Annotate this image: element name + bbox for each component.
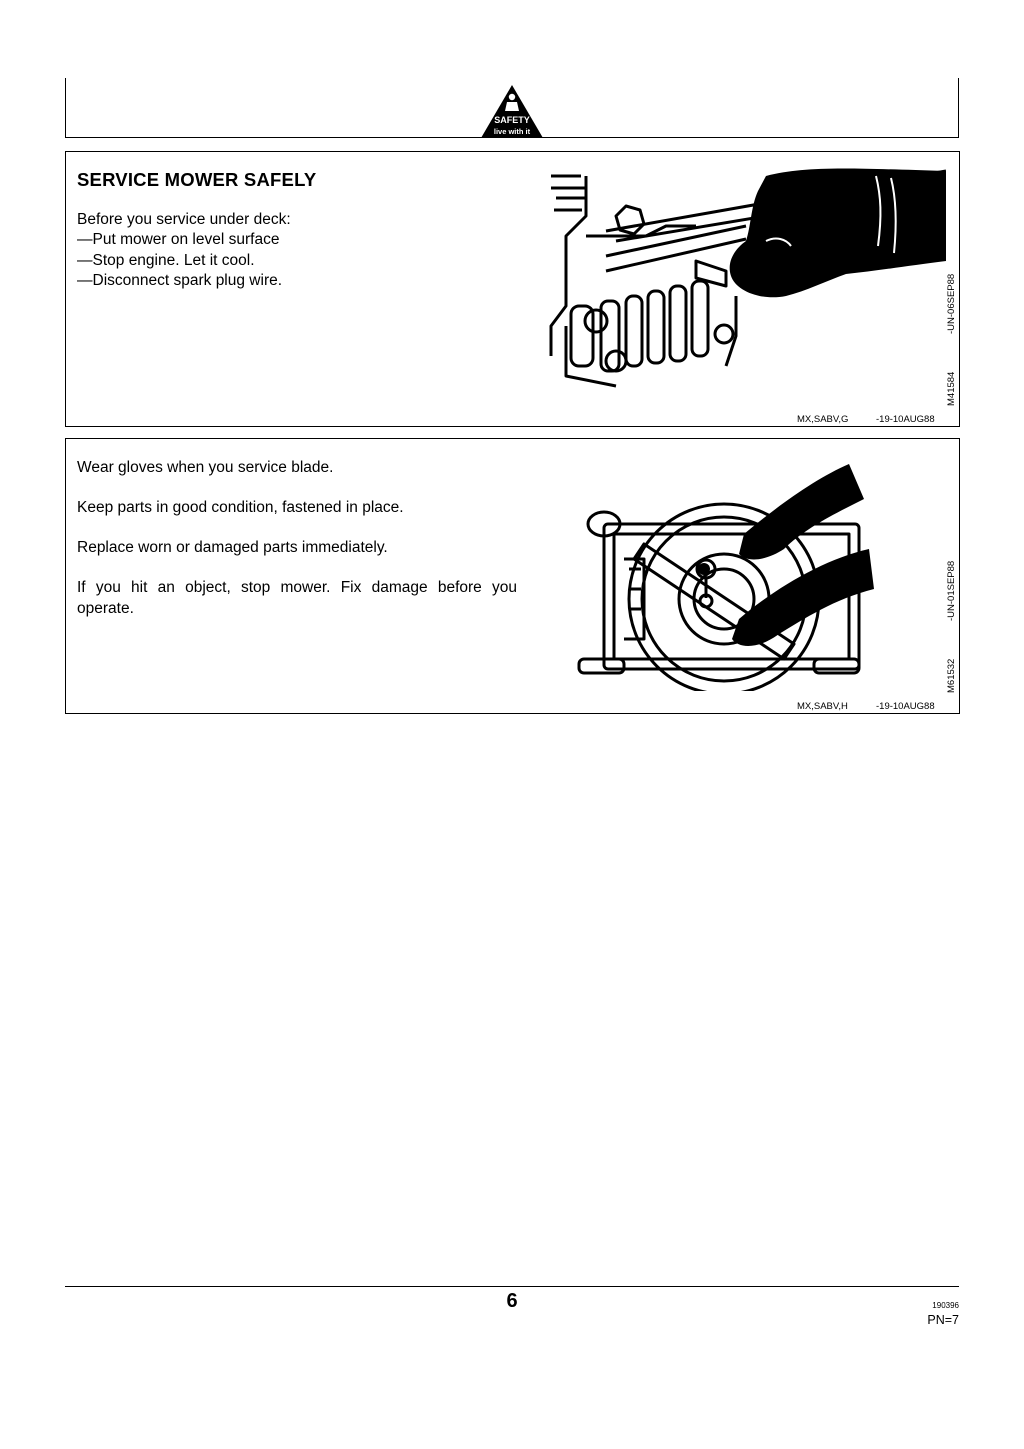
- section-title: SERVICE MOWER SAFELY: [77, 169, 317, 190]
- reference-date: -19-10AUG88: [876, 701, 935, 712]
- instruction-line: —Stop engine. Let it cool.: [77, 251, 255, 269]
- instruction-line: Before you service under deck:: [77, 211, 291, 228]
- footer-rule: [65, 1286, 959, 1287]
- spark-plug-illustration: [546, 166, 946, 396]
- instruction-line: —Put mower on level surface: [77, 231, 280, 249]
- paragraph: Replace worn or damaged parts immediately.: [77, 539, 388, 556]
- figure-code-suffix: -UN-06SEP88: [946, 273, 957, 334]
- safety-logo: [480, 84, 544, 138]
- instruction-list: [77, 210, 291, 291]
- reference-code: MX,SABV,G: [797, 414, 849, 425]
- figure-code: M61532: [946, 658, 957, 693]
- blade-service-panel: [65, 438, 960, 714]
- paragraph: Keep parts in good condition, fastened in place.: [77, 499, 404, 516]
- figure-code-suffix: -UN-01SEP88: [946, 560, 957, 621]
- logo-line2: live with it: [493, 127, 531, 136]
- reference-date: -19-10AUG88: [876, 414, 935, 425]
- paragraph: If you hit an object, stop mower. Fix damage before you operate.: [77, 579, 517, 617]
- page-index: PN=7: [927, 1313, 959, 1327]
- page-number: 6: [506, 1290, 518, 1312]
- reference-code: MX,SABV,H: [797, 701, 848, 712]
- service-mower-panel: [65, 151, 960, 427]
- instruction-line: —Disconnect spark plug wire.: [77, 271, 283, 289]
- figure-code: M41584: [946, 371, 957, 406]
- paragraph: Wear gloves when you service blade.: [77, 459, 334, 476]
- blade-illustration: [574, 459, 874, 691]
- logo-line1: SAFETY: [494, 115, 530, 125]
- document-number: 190396: [932, 1301, 959, 1310]
